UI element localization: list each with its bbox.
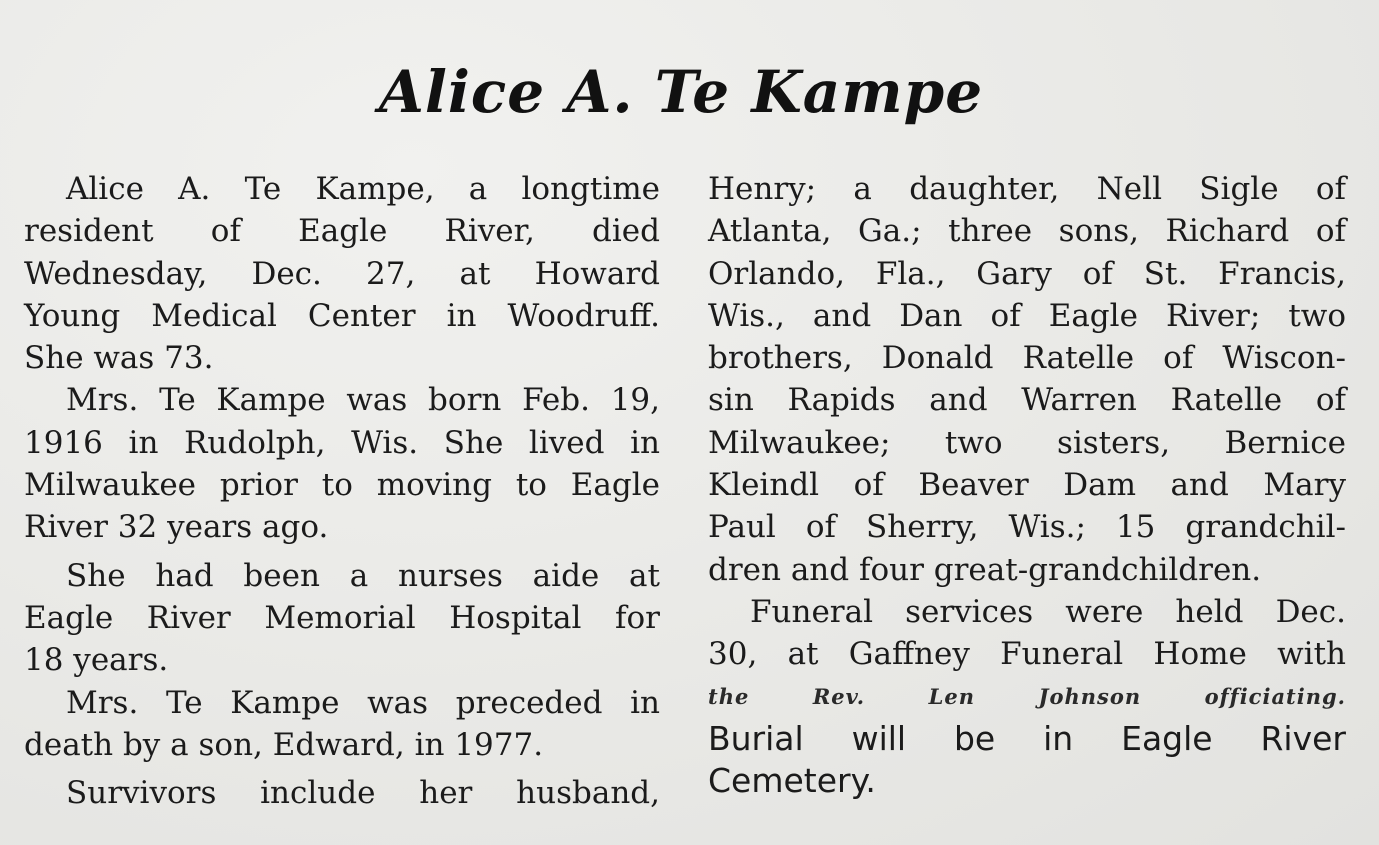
- text-line: Funeral services were held Dec.: [750, 593, 1346, 630]
- text-line: 18 years.: [24, 642, 169, 679]
- text-line: Alice A. Te Kampe, a longtime: [66, 171, 660, 207]
- text-line: Cemetery.: [708, 761, 876, 801]
- text-line: Kleindl of Beaver Dam and Mary: [708, 467, 1346, 504]
- text-line: brothers, Donald Ratelle of Wiscon-: [708, 340, 1346, 377]
- text-line: Orlando, Fla., Gary of St. Francis,: [708, 255, 1346, 292]
- text-line: She was 73.: [24, 340, 214, 377]
- text-line: resident of Eagle River, died: [24, 213, 660, 250]
- text-line: Paul of Sherry, Wis.; 15 grandchil-: [708, 509, 1346, 546]
- text-line: 30, at Gaffney Funeral Home with: [708, 636, 1346, 673]
- text-line: Eagle River Memorial Hospital for: [24, 599, 660, 636]
- text-line: Henry; a daughter, Nell Sigle of: [708, 171, 1346, 207]
- text-line: Milwaukee prior to moving to Eagle: [24, 467, 660, 504]
- text-line: dren and four great-grandchildren.: [708, 551, 1262, 588]
- text-line: Survivors include her husband,: [66, 775, 660, 812]
- text-line: death by a son, Edward, in 1977.: [24, 726, 544, 763]
- text-line: 1916 in Rudolph, Wis. She lived in: [24, 424, 660, 461]
- text-line: Wednesday, Dec. 27, at Howard: [24, 255, 660, 292]
- text-line: River 32 years ago.: [24, 509, 329, 546]
- obituary-headline: Alice A. Te Kampe: [378, 58, 984, 126]
- right-column: [708, 168, 1346, 802]
- text-line: Milwaukee; two sisters, Bernice: [708, 424, 1346, 461]
- text-line: Burial will be in Eagle River: [708, 718, 1346, 758]
- text-line: Mrs. Te Kampe was born Feb. 19,: [66, 382, 660, 419]
- left-column: [24, 168, 660, 814]
- text-line: Young Medical Center in Woodruff.: [24, 297, 660, 334]
- text-line: sin Rapids and Warren Ratelle of: [708, 382, 1346, 419]
- text-line: the Rev. Len Johnson officiating.: [708, 683, 1346, 709]
- text-line: She had been a nurses aide at: [66, 557, 660, 594]
- text-line: Wis., and Dan of Eagle River; two: [708, 297, 1346, 334]
- text-line: Mrs. Te Kampe was preceded in: [66, 684, 660, 721]
- text-line: Atlanta, Ga.; three sons, Richard of: [708, 213, 1346, 250]
